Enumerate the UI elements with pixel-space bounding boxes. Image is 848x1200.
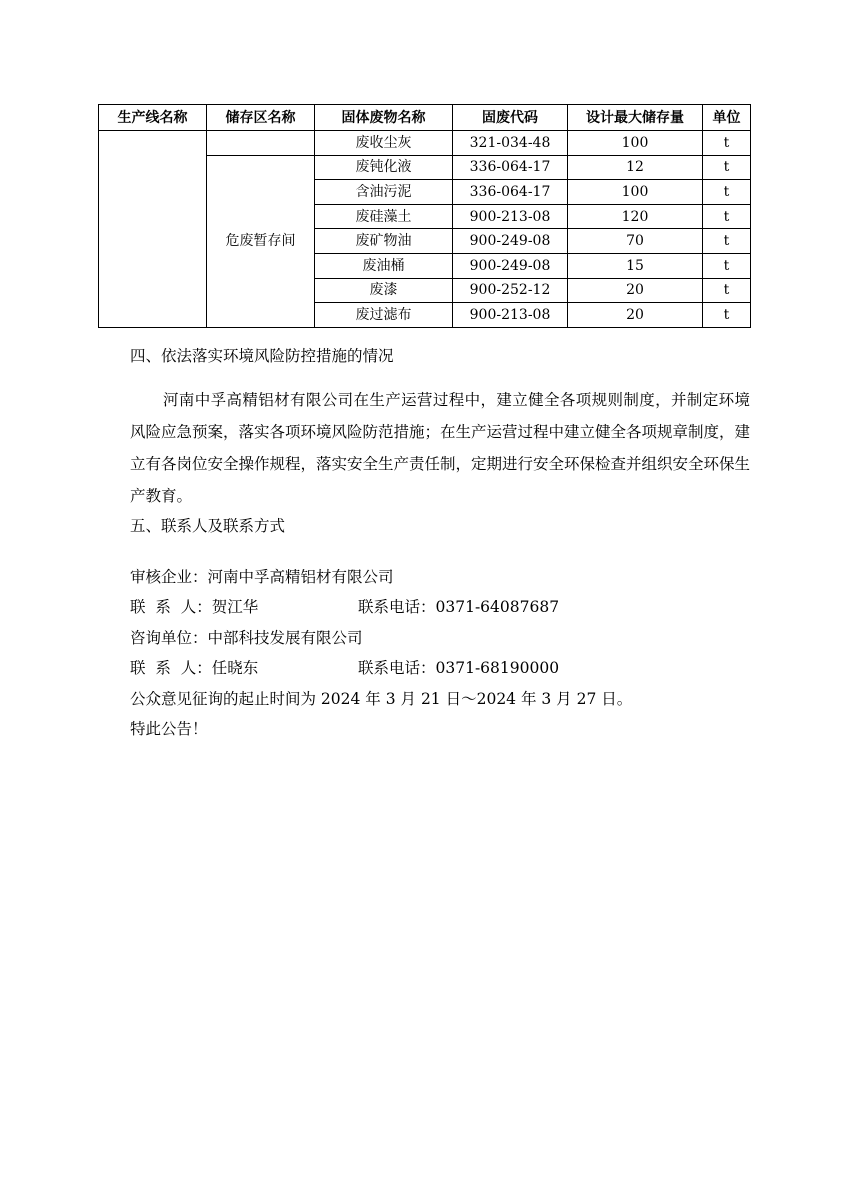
- storage-area-cell: 危废暂存间: [207, 155, 315, 327]
- waste-name-cell: 废漆: [315, 278, 453, 303]
- waste-code-cell: 900-213-08: [453, 204, 568, 229]
- waste-name-cell: 废过滤布: [315, 303, 453, 328]
- contact-block: [130, 562, 748, 744]
- contact-1-line: [130, 592, 748, 622]
- consult-company-line: 咨询单位：中部科技发展有限公司: [130, 628, 363, 647]
- waste-code-cell: 900-213-08: [453, 303, 568, 328]
- unit-cell: t: [703, 180, 751, 205]
- storage-area-cell: [207, 131, 315, 156]
- max-storage-cell: 100: [568, 131, 703, 156]
- unit-cell: t: [703, 229, 751, 254]
- solid-waste-table: [98, 104, 751, 328]
- header-max-storage: 设计最大储存量: [568, 105, 703, 131]
- header-production-line: 生产线名称: [99, 105, 207, 131]
- unit-cell: t: [703, 278, 751, 303]
- contact-2-line: [130, 653, 748, 683]
- unit-cell: t: [703, 303, 751, 328]
- max-storage-cell: 70: [568, 229, 703, 254]
- waste-code-cell: 336-064-17: [453, 155, 568, 180]
- waste-name-cell: 废油桶: [315, 253, 453, 278]
- max-storage-cell: 12: [568, 155, 703, 180]
- contact-2-name: 联 系 人：任晓东: [130, 659, 259, 678]
- contact-1-phone: 联系电话：0371-64087687: [358, 598, 560, 617]
- max-storage-cell: 100: [568, 180, 703, 205]
- max-storage-cell: 20: [568, 303, 703, 328]
- table-header-row: [99, 105, 751, 131]
- max-storage-cell: 15: [568, 253, 703, 278]
- waste-code-cell: 336-064-17: [453, 180, 568, 205]
- waste-name-cell: 废收尘灰: [315, 131, 453, 156]
- header-waste-name: 固体废物名称: [315, 105, 453, 131]
- contact-2-phone: 联系电话：0371-68190000: [358, 659, 560, 678]
- consultation-period: 公众意见征询的起止时间为 2024 年 3 月 21 日～2024 年 3 月 27 日。: [130, 689, 633, 708]
- contact-1-name: 联 系 人：贺江华: [130, 598, 259, 617]
- header-storage-area: 储存区名称: [207, 105, 315, 131]
- table-row: [99, 131, 751, 156]
- waste-name-cell: 废钝化液: [315, 155, 453, 180]
- waste-code-cell: 900-249-08: [453, 229, 568, 254]
- unit-cell: t: [703, 204, 751, 229]
- max-storage-cell: 120: [568, 204, 703, 229]
- header-waste-code: 固废代码: [453, 105, 568, 131]
- waste-code-cell: 900-249-08: [453, 253, 568, 278]
- unit-cell: t: [703, 253, 751, 278]
- waste-code-cell: 321-034-48: [453, 131, 568, 156]
- unit-cell: t: [703, 131, 751, 156]
- review-company-line: 审核企业：河南中孚高精铝材有限公司: [130, 568, 394, 586]
- header-unit: 单位: [703, 105, 751, 131]
- production-line-cell: [99, 131, 207, 328]
- max-storage-cell: 20: [568, 278, 703, 303]
- section-4-heading: 四、依法落实环境风险防控措施的情况: [130, 347, 394, 365]
- unit-cell: t: [703, 155, 751, 180]
- waste-name-cell: 含油污泥: [315, 180, 453, 205]
- section-5-heading: 五、联系人及联系方式: [130, 517, 286, 535]
- waste-name-cell: 废硅藻土: [315, 204, 453, 229]
- waste-name-cell: 废矿物油: [315, 229, 453, 254]
- waste-code-cell: 900-252-12: [453, 278, 568, 303]
- closing-text: 特此公告！: [130, 719, 208, 738]
- section-4-paragraph: 河南中孚高精铝材有限公司在生产运营过程中，建立健全各项规则制度，并制定环境风险应急预案，落实各项环境风险防范措施；在生产运营过程中建立健全各项规章制度，建立有各岗位安全操作规程，落实安全生产责任制，定期进行安全环保检查并组织安全环保生产教育。: [130, 391, 751, 505]
